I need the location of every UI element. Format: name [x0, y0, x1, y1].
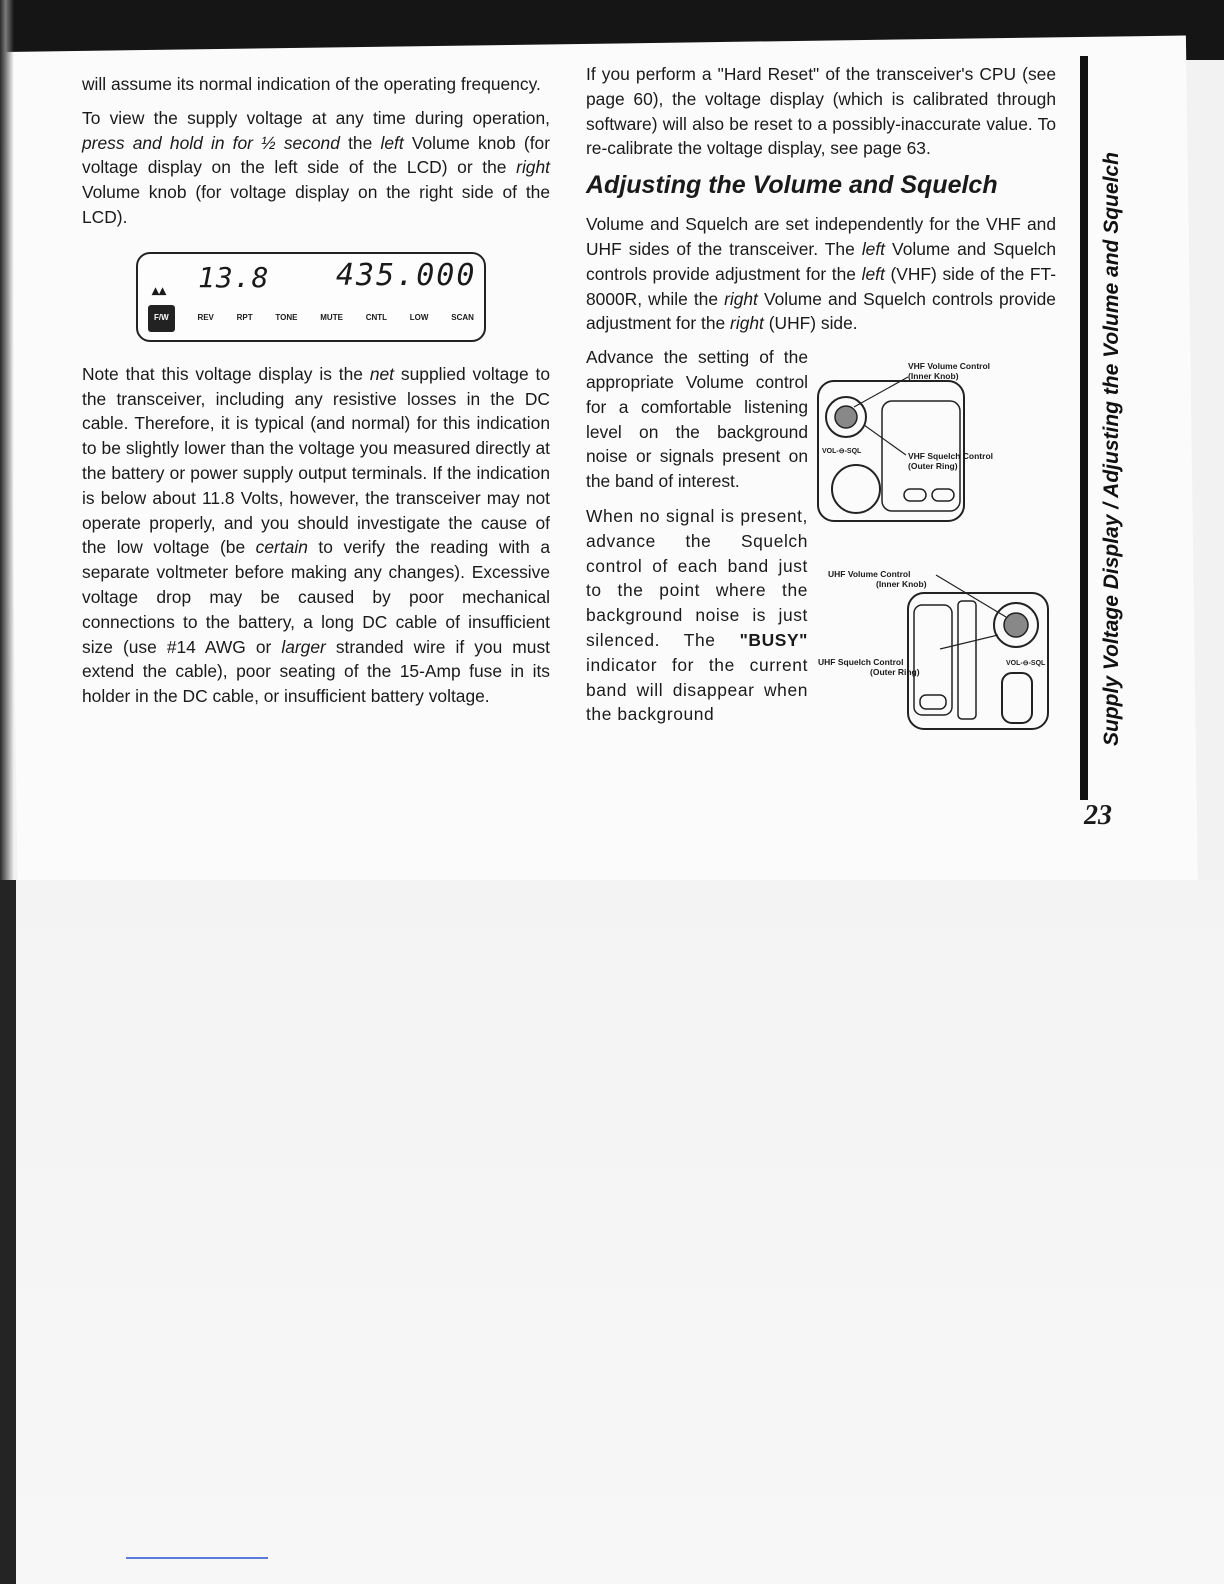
- lcd-indicator-row: [148, 305, 474, 332]
- uhf-vol-sql-label: VOL-⊖-SQL: [1006, 660, 1046, 668]
- lcd-indicator-fw: F/W: [148, 305, 175, 332]
- text-run: to verify the reading with a separate voltmeter before making any changes). Excessive voltage drop may be caused by poor mechanical connections to the battery, a long DC cable of insufficient size (use #14 AWG or: [82, 537, 550, 657]
- paragraph-independent-controls: [586, 212, 1056, 336]
- text-run: (UHF) side.: [763, 313, 858, 334]
- text-run: Volume knob (for voltage display on the left side of the LCD) or the: [82, 132, 550, 178]
- uhf-volume-callout: [828, 569, 927, 589]
- lcd-frequency-readout: 435.000: [336, 257, 477, 293]
- lcd-indicator-cntl: CNTL: [365, 312, 388, 322]
- text-run-italic: left: [861, 263, 885, 284]
- callout-line: (Inner Knob): [908, 371, 959, 382]
- uhf-squelch-callout: [818, 657, 920, 677]
- figure-wrap-text: [586, 345, 808, 727]
- text-run-italic: press and hold in for ½ second: [82, 132, 340, 153]
- paragraph-advance-volume: Advance the setting of the appropriate Volume control for a comfortable listening level on the background noise or signals present on the band of interest.: [586, 347, 808, 492]
- text-run: indicator for the current band will disappear when the background: [586, 654, 808, 725]
- text-run-italic: certain: [255, 537, 308, 558]
- vhf-squelch-callout: [908, 451, 993, 471]
- side-tab-title: Supply Voltage Display / Adjusting the Volume and Squelch: [1100, 152, 1123, 746]
- text-run-italic: left: [380, 132, 404, 153]
- text-run: To view the supply voltage at any time during operation,: [82, 107, 550, 128]
- callout-line: UHF Volume Control: [828, 569, 911, 580]
- blue-underline-mark: [126, 1557, 268, 1559]
- signal-strength-icon: ▴▴: [152, 281, 167, 298]
- lcd-indicator-low: LOW: [409, 312, 429, 322]
- text-run-italic: net: [369, 363, 395, 384]
- callout-line: (Outer Ring): [908, 461, 958, 472]
- text-run-italic: left: [861, 238, 886, 259]
- section-heading: Adjusting the Volume and Squelch: [586, 171, 998, 200]
- page-number: 23: [1084, 800, 1112, 831]
- paragraph-squelch: [586, 504, 808, 727]
- side-tab-bar: [1080, 56, 1088, 800]
- volume-squelch-figure-block: [586, 345, 1056, 727]
- vhf-radio-drawing: [808, 359, 1058, 529]
- lcd-indicator-mute: MUTE: [320, 312, 343, 322]
- text-run: Volume knob (for voltage display on the right side of the LCD).: [82, 182, 550, 227]
- lcd-indicator-rpt: RPT: [236, 312, 253, 322]
- text-run: When no signal is present, advance the Squelch control of each band just to the point where the background noise is just silenced. The: [586, 505, 808, 650]
- text-run-italic: right: [516, 157, 550, 178]
- text-run-bold: "BUSY": [739, 629, 808, 650]
- vhf-volume-callout: [908, 361, 990, 381]
- text-run: supplied voltage to the transceiver, including any resistive losses in the DC cable. Therefore, it is typical (and normal) for this indication to be slightly lower than the voltage you measured directly at the battery or power supply output terminals. If the indication is below about 11.8 Volts, however, the transceiver may not operate properly, and you should investigate the cause of the low voltage (be: [82, 363, 551, 558]
- text-run: Volume and Squelch controls provide adjustment for the: [586, 288, 1056, 334]
- text-run-italic: right: [724, 288, 758, 309]
- text-run-italic: larger: [281, 636, 326, 657]
- callout-line: VHF Squelch Control: [908, 451, 993, 462]
- paragraph-view-voltage: [82, 106, 550, 230]
- paragraph-frequency: will assume its normal indication of the operating frequency.: [82, 74, 541, 94]
- callout-line: VHF Volume Control: [908, 361, 991, 372]
- scan-left-edge-lower: [0, 880, 16, 1584]
- right-column: [586, 62, 1056, 737]
- text-run: Note that this voltage display is the: [82, 363, 370, 384]
- text-run: stranded wire if you must extend the cable), poor seating of the 15-Amp fuse in its holder in the DC cable, or insufficient battery voltage.: [82, 636, 550, 707]
- vhf-controls-illustration: [808, 359, 1058, 529]
- paragraph-net-voltage: [82, 362, 550, 709]
- text-run: (VHF) side of the FT-8000R, while the: [586, 263, 1056, 309]
- callout-line: (Inner Knob): [876, 579, 927, 590]
- lcd-indicator-scan: SCAN: [451, 312, 474, 322]
- lcd-voltage-readout: 13.8: [198, 260, 270, 294]
- lcd-indicator-tone: TONE: [275, 312, 298, 322]
- text-run: Volume and Squelch controls provide adjustment for the: [586, 238, 1056, 284]
- paragraph-hard-reset: If you perform a "Hard Reset" of the transceiver's CPU (see page 60), the voltage display (which is calibrated through software) will also be reset to a possibly-inaccurate value. To re-calibrate the voltage display, see page 63.: [586, 64, 1056, 159]
- vhf-vol-sql-label: VOL-⊖-SQL: [822, 448, 862, 456]
- text-run: Volume and Squelch are set independently for the VHF and UHF sides of the transceiver. The: [586, 214, 1056, 259]
- text-run-italic: right: [730, 313, 764, 334]
- text-run: the: [339, 132, 381, 153]
- callout-line: UHF Squelch Control: [818, 657, 904, 668]
- page-lower-area: [0, 880, 1224, 1584]
- left-column: [82, 72, 550, 718]
- uhf-controls-illustration: [808, 545, 1058, 735]
- lcd-indicator-rev: REV: [197, 312, 214, 322]
- callout-line: (Outer Ring): [870, 667, 920, 678]
- lcd-display-figure: [136, 252, 486, 342]
